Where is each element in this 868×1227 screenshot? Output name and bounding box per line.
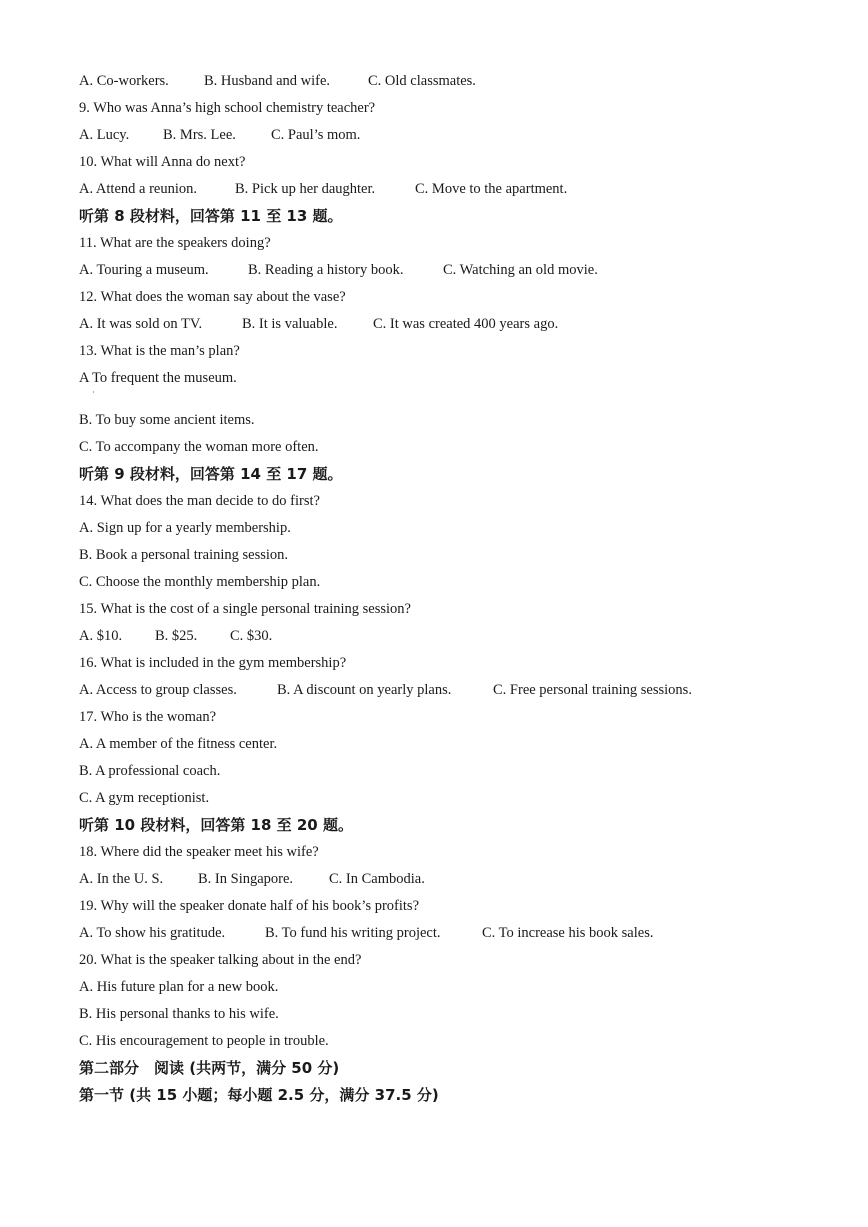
section-heading: 听第 10 段材料，回答第 18 至 20 题。	[79, 816, 353, 834]
question-line: A. A member of the fitness center.	[79, 736, 278, 752]
answer-option: B. Reading a history book.	[248, 262, 404, 278]
question-line: 13. What is the man’s plan?	[79, 343, 240, 359]
question-line: 11. What are the speakers doing?	[79, 235, 271, 251]
answer-option: A. Access to group classes.	[79, 682, 237, 698]
question-line: 10. What will Anna do next?	[79, 154, 246, 170]
stray-mark: ·	[92, 388, 95, 397]
section-heading: 第一节 (共 15 小题；每小题 2.5 分，满分 37.5 分)	[79, 1086, 439, 1104]
document-page	[79, 68, 839, 1109]
answer-option: C. Move to the apartment.	[415, 181, 568, 197]
question-line: 12. What does the woman say about the vase?	[79, 289, 346, 305]
answer-option: A. In the U. S.	[79, 871, 164, 887]
question-line: 19. Why will the speaker donate half of his book’s profits?	[79, 898, 420, 914]
answer-options	[79, 920, 839, 947]
question-line: B. A professional coach.	[79, 763, 221, 779]
answer-option: A. Touring a museum.	[79, 262, 209, 278]
answer-option: C. In Cambodia.	[329, 871, 425, 887]
question-line: 16. What is included in the gym membership?	[79, 655, 347, 671]
question-line: C. His encouragement to people in trouble.	[79, 1033, 329, 1049]
question-line: C. A gym receptionist.	[79, 790, 210, 806]
answer-options	[79, 68, 839, 95]
answer-option: C. Free personal training sessions.	[493, 682, 692, 698]
question-line: C. Choose the monthly membership plan.	[79, 574, 321, 590]
answer-options	[79, 623, 839, 650]
answer-options	[79, 257, 839, 284]
answer-option: B. It is valuable.	[242, 316, 338, 332]
answer-option: B. A discount on yearly plans.	[277, 682, 452, 698]
answer-option: B. Husband and wife.	[204, 73, 331, 89]
question-line: 17. Who is the woman?	[79, 709, 217, 725]
answer-option: B. In Singapore.	[198, 871, 294, 887]
section-heading: 第二部分 阅读 (共两节，满分 50 分)	[79, 1059, 340, 1077]
answer-option: A. Co-workers.	[79, 73, 169, 89]
answer-option: B. Mrs. Lee.	[163, 127, 236, 143]
answer-option: C. To increase his book sales.	[482, 925, 654, 941]
answer-options	[79, 311, 839, 338]
answer-option: A. It was sold on TV.	[79, 316, 203, 332]
answer-options	[79, 122, 839, 149]
question-line: C. To accompany the woman more often.	[79, 439, 319, 455]
answer-option: C. It was created 400 years ago.	[373, 316, 559, 332]
answer-option: C. Paul’s mom.	[271, 127, 361, 143]
question-line: 18. Where did the speaker meet his wife?	[79, 844, 319, 860]
section-heading: 听第 8 段材料，回答第 11 至 13 题。	[79, 207, 343, 225]
answer-options	[79, 176, 839, 203]
answer-options	[79, 866, 839, 893]
question-line: A. His future plan for a new book.	[79, 979, 279, 995]
answer-option: A. $10.	[79, 628, 123, 644]
question-line: B. His personal thanks to his wife.	[79, 1006, 279, 1022]
answer-option: C. Watching an old movie.	[443, 262, 598, 278]
answer-option: B. $25.	[155, 628, 198, 644]
question-line: 20. What is the speaker talking about in the end?	[79, 952, 362, 968]
answer-option: A. Lucy.	[79, 127, 130, 143]
question-line: A. Sign up for a yearly membership.	[79, 520, 291, 536]
answer-option: C. $30.	[230, 628, 273, 644]
answer-options	[79, 677, 839, 704]
question-line: 9. Who was Anna’s high school chemistry teacher?	[79, 100, 376, 116]
question-line	[79, 365, 839, 407]
answer-option: B. Pick up her daughter.	[235, 181, 376, 197]
question-line: 15. What is the cost of a single personal training session?	[79, 601, 411, 617]
question-line: B. Book a personal training session.	[79, 547, 289, 563]
question-line: B. To buy some ancient items.	[79, 412, 255, 428]
answer-option: C. Old classmates.	[368, 73, 476, 89]
answer-option: B. To fund his writing project.	[265, 925, 441, 941]
question-line: 14. What does the man decide to do first?	[79, 493, 320, 509]
question-line-text: A To frequent the museum.	[79, 370, 237, 386]
answer-option: A. Attend a reunion.	[79, 181, 197, 197]
answer-option: A. To show his gratitude.	[79, 925, 226, 941]
section-heading: 听第 9 段材料，回答第 14 至 17 题。	[79, 465, 343, 483]
